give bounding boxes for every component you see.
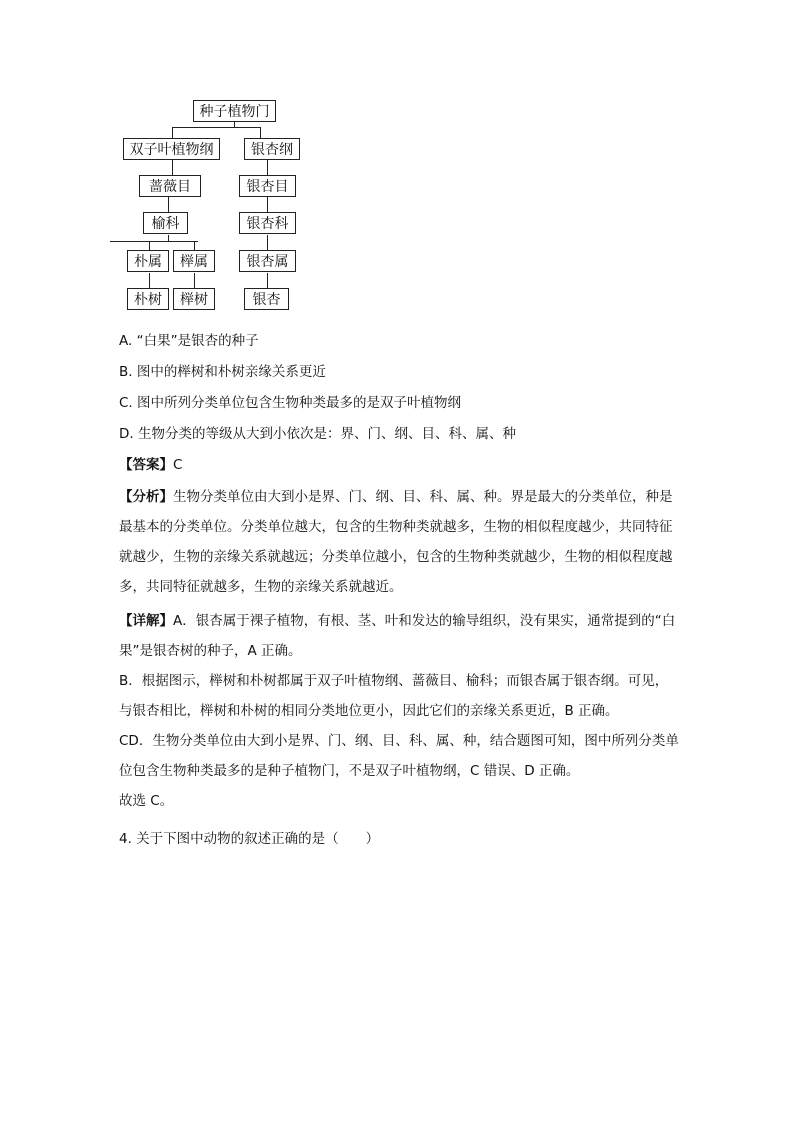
node-phylum: 种子植物门 — [193, 100, 276, 122]
node-family-left: 榆科 — [143, 212, 188, 234]
connector-line — [194, 273, 195, 288]
connector-line — [194, 241, 195, 250]
option-d: D. 生物分类的等级从大到小依次是：界、门、纲、目、科、属、种 — [119, 426, 516, 442]
connector-line — [172, 127, 261, 128]
detail-b: B．根据图示，榉树和朴树都属于双子叶植物纲、蔷薇目、榆科；而银杏属于银杏纲。可见，与银杏相比，榉树和朴树的相同分类地位更小，因此它们的亲缘关系更近，B 正确。 — [119, 673, 669, 719]
connector-line — [149, 273, 150, 288]
detail-tag: 【详解】 — [119, 613, 173, 629]
next-question: 4. 关于下图中动物的叙述正确的是（ ） — [119, 831, 380, 847]
connector-line — [267, 273, 268, 288]
analysis-paragraph — [119, 482, 679, 602]
connector-line — [260, 127, 261, 138]
connector-line — [168, 197, 169, 212]
detail-cd: CD．生物分类单位由大到小是界、门、纲、目、科、属、种，结合题图可知，图中所列分类单位包含生物种类最多的是种子植物门，不是双子叶植物纲，C 错误、D 正确。 — [119, 733, 679, 779]
node-species-b: 榉树 — [173, 288, 215, 310]
node-species-a: 朴树 — [127, 288, 169, 310]
node-class-left: 双子叶植物纲 — [123, 138, 220, 160]
connector-line — [267, 160, 268, 175]
analysis-tag: 【分析】 — [119, 489, 173, 505]
node-order-right: 银杏目 — [239, 175, 296, 197]
option-c: C. 图中所列分类单位包含生物种类最多的是双子叶植物纲 — [119, 395, 462, 411]
option-a: A. “白果”是银杏的种子 — [119, 333, 259, 349]
node-genus-right: 银杏属 — [239, 250, 296, 272]
connector-line — [149, 241, 150, 250]
answer-line — [119, 455, 182, 475]
node-class-right: 银杏纲 — [244, 138, 300, 160]
node-species-right: 银杏 — [244, 288, 289, 310]
answer-value: C — [173, 457, 183, 473]
connector-line — [267, 235, 268, 250]
classification-tree — [0, 0, 794, 330]
node-genus-b: 榉属 — [173, 250, 215, 272]
node-order-left: 蔷薇目 — [139, 175, 201, 197]
connector-line — [172, 160, 173, 175]
connector-line — [110, 241, 198, 242]
analysis-text: 生物分类单位由大到小是界、门、纲、目、科、属、种。界是最大的分类单位，种是最基本的分类单位。分类单位越大，包含的生物种类就越多，生物的相似程度越少，共同特征就越少，生物的亲缘关系就越远；分类单位越小，包含的生物种类就越少，生物的相似程度越多，共同特征就越多，生物的亲缘关系就越近。 — [119, 489, 673, 595]
detail-conclusion: 故选 C。 — [119, 793, 174, 809]
connector-line — [172, 127, 173, 138]
answer-tag: 【答案】 — [119, 457, 173, 473]
node-family-right: 银杏科 — [239, 212, 296, 234]
connector-line — [267, 197, 268, 212]
detail-section — [119, 606, 679, 816]
detail-a: A．银杏属于裸子植物，有根、茎、叶和发达的输导组织，没有果实，通常提到的“白果”是银杏树的种子，A 正确。 — [119, 613, 676, 659]
node-genus-a: 朴属 — [127, 250, 169, 272]
option-b: B. 图中的榉树和朴树亲缘关系更近 — [119, 364, 326, 380]
